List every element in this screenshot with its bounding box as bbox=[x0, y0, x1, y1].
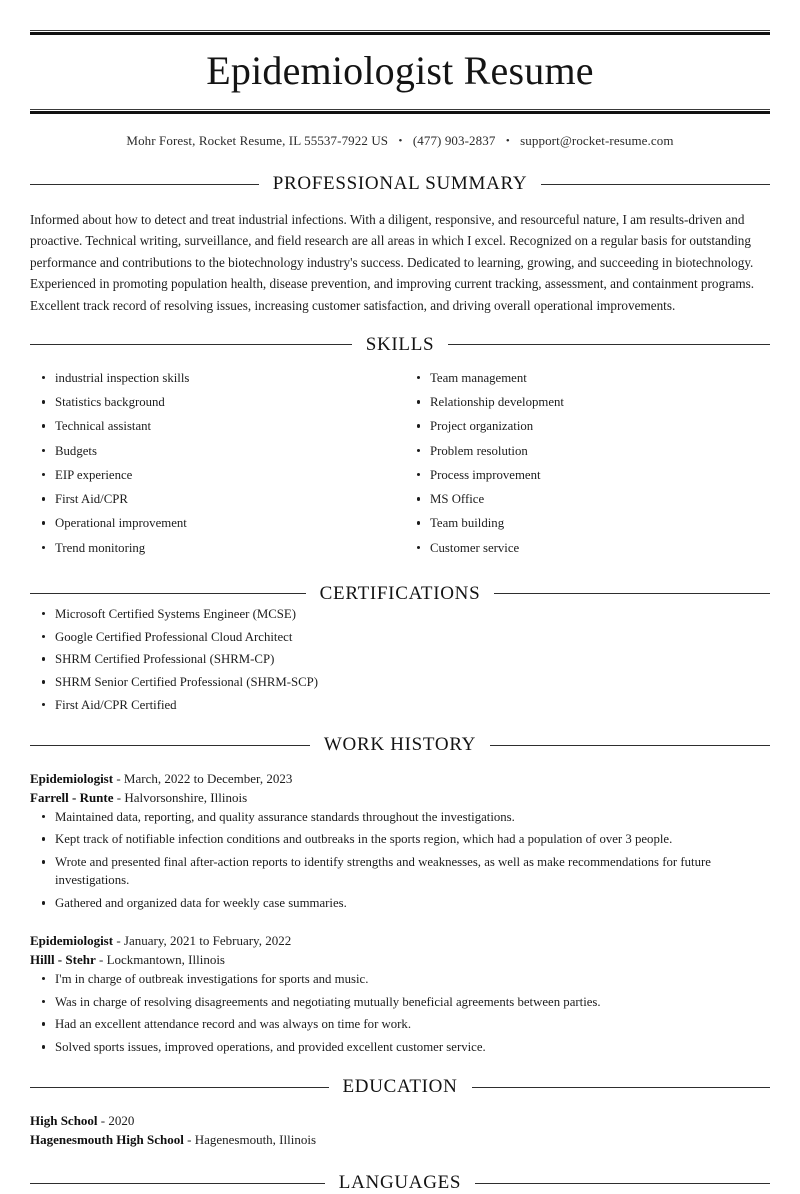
heading-rule-right bbox=[494, 593, 770, 594]
job-company-separator: - bbox=[116, 789, 122, 805]
work-history-entry bbox=[30, 932, 770, 1056]
list-item: Problem resolution bbox=[405, 442, 770, 460]
education-school: Hagenesmouth High School bbox=[30, 1132, 184, 1148]
section-languages bbox=[30, 1172, 770, 1194]
page-title: Epidemiologist Resume bbox=[206, 48, 594, 93]
list-item: Was in charge of resolving disagreements and negotiating mutually beneficial agreements between parties. bbox=[30, 993, 770, 1011]
heading-rule-right bbox=[475, 1183, 770, 1184]
education-location: Hagenesmouth, Illinois bbox=[194, 1132, 317, 1148]
list-item: Relationship development bbox=[405, 393, 770, 411]
education-school-line bbox=[30, 1131, 770, 1150]
heading-rule-right bbox=[448, 344, 770, 345]
heading-rule-left bbox=[30, 745, 310, 746]
education-degree-separator: - bbox=[100, 1113, 106, 1129]
list-item: First Aid/CPR bbox=[30, 490, 400, 508]
list-item: Team building bbox=[405, 514, 770, 532]
education-entry bbox=[30, 1112, 770, 1150]
list-item: Team management bbox=[405, 369, 770, 387]
list-item: Statistics background bbox=[30, 393, 400, 411]
job-company-line bbox=[30, 789, 770, 808]
job-company: Hilll - Stehr bbox=[30, 952, 96, 968]
list-item: Process improvement bbox=[405, 466, 770, 484]
contact-email: support@rocket-resume.com bbox=[520, 133, 674, 148]
heading-rule-right bbox=[472, 1087, 771, 1088]
list-item: First Aid/CPR Certified bbox=[30, 696, 770, 714]
list-item: Project organization bbox=[405, 417, 770, 435]
list-item: Kept track of notifiable infection conditions and outbreaks in the sports region, which had a population of over 3 people. bbox=[30, 830, 770, 848]
job-title-separator: - bbox=[116, 933, 121, 949]
list-item: Budgets bbox=[30, 442, 400, 460]
job-title: Epidemiologist bbox=[30, 771, 114, 787]
education-school-separator: - bbox=[187, 1132, 192, 1148]
section-heading-label: EDUCATION bbox=[342, 1076, 458, 1098]
section-certifications bbox=[30, 583, 770, 714]
list-item: EIP experience bbox=[30, 466, 400, 484]
section-heading-languages bbox=[30, 1172, 770, 1194]
heading-rule-right bbox=[541, 184, 770, 185]
section-education bbox=[30, 1076, 770, 1150]
heading-rule-left bbox=[30, 344, 352, 345]
list-item: Microsoft Certified Systems Engineer (MCSE) bbox=[30, 605, 770, 623]
contact-separator-2: • bbox=[505, 135, 510, 147]
list-item: Operational improvement bbox=[30, 514, 400, 532]
job-company-separator: - bbox=[98, 952, 104, 968]
list-item: Solved sports issues, improved operations, and provided excellent customer service. bbox=[30, 1038, 770, 1056]
job-title-separator: - bbox=[116, 771, 121, 787]
section-heading-skills bbox=[30, 334, 770, 356]
list-item: industrial inspection skills bbox=[30, 369, 400, 387]
education-degree-line bbox=[30, 1112, 770, 1131]
section-professional-summary bbox=[30, 173, 770, 316]
section-skills bbox=[30, 334, 770, 563]
heading-rule-left bbox=[30, 184, 259, 185]
resume-page bbox=[0, 30, 800, 1194]
list-item: I'm in charge of outbreak investigations for sports and music. bbox=[30, 970, 770, 988]
job-title: Epidemiologist bbox=[30, 933, 114, 949]
heading-rule-left bbox=[30, 1183, 325, 1184]
job-dates: January, 2021 to February, 2022 bbox=[123, 933, 292, 949]
heading-rule-left bbox=[30, 593, 306, 594]
contact-address: Mohr Forest, Rocket Resume, IL 55537-7922 US bbox=[126, 133, 389, 148]
section-work-history bbox=[30, 734, 770, 1056]
list-item: Trend monitoring bbox=[30, 539, 400, 557]
list-item: Maintained data, reporting, and quality assurance standards throughout the investigations. bbox=[30, 808, 770, 826]
section-heading-work-history bbox=[30, 734, 770, 756]
heading-rule-left bbox=[30, 1087, 329, 1088]
list-item: MS Office bbox=[405, 490, 770, 508]
list-item: Technical assistant bbox=[30, 417, 400, 435]
section-heading-label: CERTIFICATIONS bbox=[319, 582, 481, 604]
list-item: SHRM Senior Certified Professional (SHRM-SCP) bbox=[30, 673, 770, 691]
list-item: SHRM Certified Professional (SHRM-CP) bbox=[30, 650, 770, 668]
skills-list-right bbox=[405, 369, 770, 557]
list-item: Gathered and organized data for weekly case summaries. bbox=[30, 894, 770, 912]
section-heading-label: SKILLS bbox=[365, 333, 435, 355]
section-heading-label: WORK HISTORY bbox=[323, 734, 477, 756]
list-item: Google Certified Professional Cloud Architect bbox=[30, 628, 770, 646]
job-location: Halvorsonshire, Illinois bbox=[124, 789, 248, 805]
skills-column-right bbox=[400, 369, 770, 563]
job-location: Lockmantown, Illinois bbox=[106, 952, 225, 968]
skills-columns bbox=[30, 369, 770, 563]
education-year: 2020 bbox=[108, 1113, 135, 1129]
section-heading-label: PROFESSIONAL SUMMARY bbox=[272, 173, 528, 194]
section-heading-certifications bbox=[30, 583, 770, 605]
professional-summary-text: Informed about how to detect and treat industrial infections. With a diligent, responsive, and resourceful nature, I am results-driven and proactive. Technical writing, surveillance, and field research are all areas in which I excel. Recognized on a regular basis for outstanding performance and contributions to the biotechnology industry's success. Dedicated to learning, growing, and succeeding in biotechnology. Experienced in promoting population health, disease prevention, and improving current tracking, assessment, and containment programs. Excellent track record of resolving issues, increasing customer satisfaction, and driving overall operational improvements. bbox=[30, 212, 755, 313]
section-heading-education bbox=[30, 1076, 770, 1098]
heading-rule-right bbox=[490, 745, 770, 746]
education-degree: High School bbox=[30, 1113, 98, 1129]
resume-header bbox=[30, 30, 770, 149]
list-item: Had an excellent attendance record and was always on time for work. bbox=[30, 1015, 770, 1033]
job-responsibilities-list bbox=[30, 808, 770, 913]
section-heading-professional-summary bbox=[30, 173, 770, 195]
job-title-line bbox=[30, 770, 770, 789]
contact-separator-1: • bbox=[398, 135, 403, 147]
job-company: Farrell - Runte bbox=[30, 789, 114, 805]
list-item: Wrote and presented final after-action reports to identify strengths and weaknesses, as well as make recommendations for future investigations. bbox=[30, 853, 770, 889]
work-history-entry bbox=[30, 770, 770, 912]
contact-phone: (477) 903-2837 bbox=[412, 133, 496, 148]
list-item: Customer service bbox=[405, 539, 770, 557]
job-dates: March, 2022 to December, 2023 bbox=[123, 771, 293, 787]
job-responsibilities-list bbox=[30, 970, 770, 1056]
contact-line bbox=[30, 114, 770, 149]
skills-column-left bbox=[30, 369, 400, 563]
skills-list-left bbox=[30, 369, 400, 557]
job-title-line bbox=[30, 932, 770, 951]
certifications-list bbox=[30, 605, 770, 714]
job-company-line bbox=[30, 951, 770, 970]
section-heading-label: LANGUAGES bbox=[338, 1172, 462, 1194]
